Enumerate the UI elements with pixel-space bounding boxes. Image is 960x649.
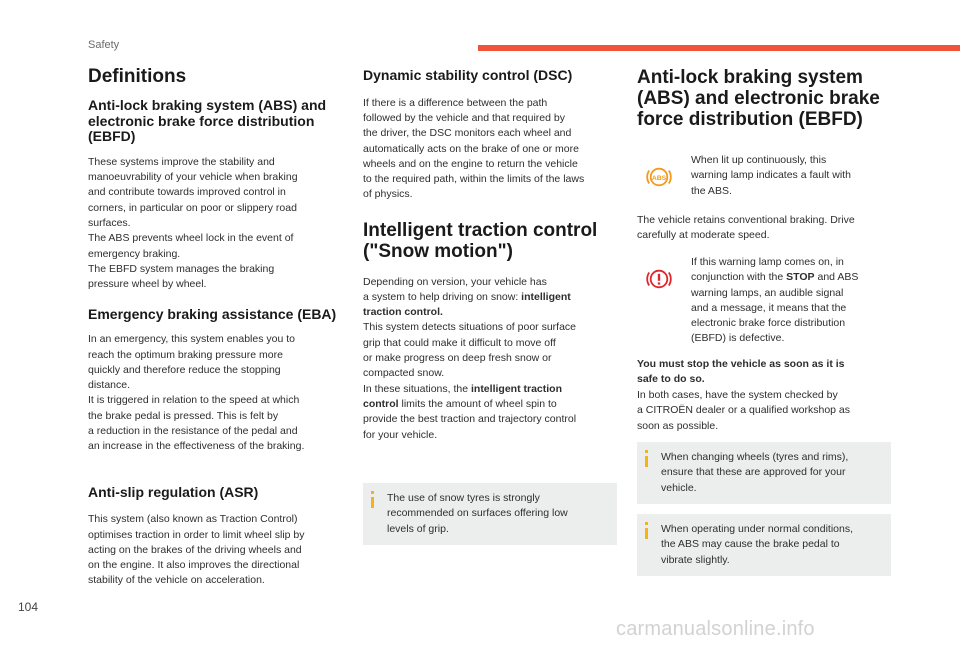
note-marker-bar <box>645 528 648 539</box>
page-title: Definitions <box>88 66 187 87</box>
snow-tyres-note <box>363 483 617 545</box>
abs-lamp-label: ABS <box>651 174 667 182</box>
eba-text: In an emergency, this system enables you to reach the optimum braking pressure more quickly and therefore reduce the stopping distance. It is triggered in relation to the speed at which the brake pedal is pressed. This is felt by a reduction in the resistance of the pedal and an increase in the effectiveness of the braking. <box>88 333 305 453</box>
dsc-text: If there is a difference between the path followed by the vehicle and that required by the driver, the DSC monitors each wheel and automatically acts on the brake of one or more wheels and on the engine to return the vehicle to the required path, within the limits of the laws of physics. <box>363 96 585 201</box>
dsc-heading: Dynamic stability control (DSC) <box>363 67 573 83</box>
note-marker-dot <box>371 491 374 494</box>
abs-ebfd-heading: Anti-lock braking system (ABS) and electronic brake force distribution (EBFD) <box>637 67 880 130</box>
itc-text-1: Depending on version, your vehicle has a system to help driving on snow: intelligent traction control. <box>363 275 571 319</box>
itc-heading: Intelligent traction control ("Snow motion") <box>363 219 598 262</box>
note-marker-bar <box>371 497 374 508</box>
both-cases-text: In both cases, have the system checked by a CITROËN dealer or a qualified workshop as soon as possible. <box>637 389 851 432</box>
must-stop-text: You must stop the vehicle as soon as it is safe to do so. <box>637 358 845 386</box>
column-definitions <box>88 60 340 589</box>
section-accent-bar <box>478 45 960 51</box>
note-marker-bar <box>645 456 648 467</box>
itc-text-2: This system detects situations of poor surface grip that could make it difficult to move off or make progress on deep fresh snow or compacted snow. <box>363 321 577 380</box>
eba-heading: Emergency braking assistance (EBA) <box>88 305 337 322</box>
wheels-note-text: When changing wheels (tyres and rims), ensure that these are approved for your vehicle. <box>661 451 849 494</box>
ebfd-lamp-text: If this warning lamp comes on, in conjunction with the STOP and ABS warning lamps, an audible signal and a message, it means that the electronic brake force distribution (EBFD) is defective. <box>691 256 859 345</box>
conventional-braking-text: The vehicle retains conventional braking. Drive carefully at moderate speed. <box>637 214 855 242</box>
column-dsc-itc <box>363 68 617 443</box>
section-label: Safety <box>88 39 120 51</box>
abs-warning-lamp-icon <box>645 163 673 191</box>
asr-text: This system (also known as Traction Control) optimises traction in order to limit wheel slip by acting on the brakes of the driving wheels and on the engine. It also improves the directional stability of the vehicle on acceleration. <box>88 513 305 587</box>
watermark: carmanualsonline.info <box>616 618 815 640</box>
page-number: 104 <box>18 600 39 614</box>
note-marker-dot <box>645 522 648 525</box>
brake-warning-lamp-icon <box>645 265 673 293</box>
pedal-vibration-note-text: When operating under normal conditions, the ABS may cause the brake pedal to vibrate slightly. <box>661 523 854 566</box>
wheels-note <box>637 442 891 504</box>
abs-lamp-text: When lit up continuously, this warning lamp indicates a fault with the ABS. <box>691 154 851 197</box>
abs-text: These systems improve the stability and manoeuvrability of your vehicle when braking and contribute towards improved control in corners, in particular on poor or slippery road surfaces. The ABS prevents wheel lock in the event of emergency braking. The EBFD system manages the braking pressure wheel by wheel. <box>88 155 298 291</box>
abs-heading: Anti-lock braking system (ABS) and electronic brake force distribution (EBFD) <box>88 96 327 145</box>
column-abs-ebfd <box>637 68 892 131</box>
pedal-vibration-note <box>637 514 891 576</box>
note-marker-dot <box>645 450 648 453</box>
snow-tyres-note-text: The use of snow tyres is strongly recommended on surfaces offering low levels of grip. <box>387 492 568 535</box>
itc-text-3: In these situations, the intelligent traction control limits the amount of wheel spin to provide the best traction and trajectory control for your vehicle. <box>363 382 577 441</box>
asr-heading: Anti-slip regulation (ASR) <box>88 483 259 500</box>
